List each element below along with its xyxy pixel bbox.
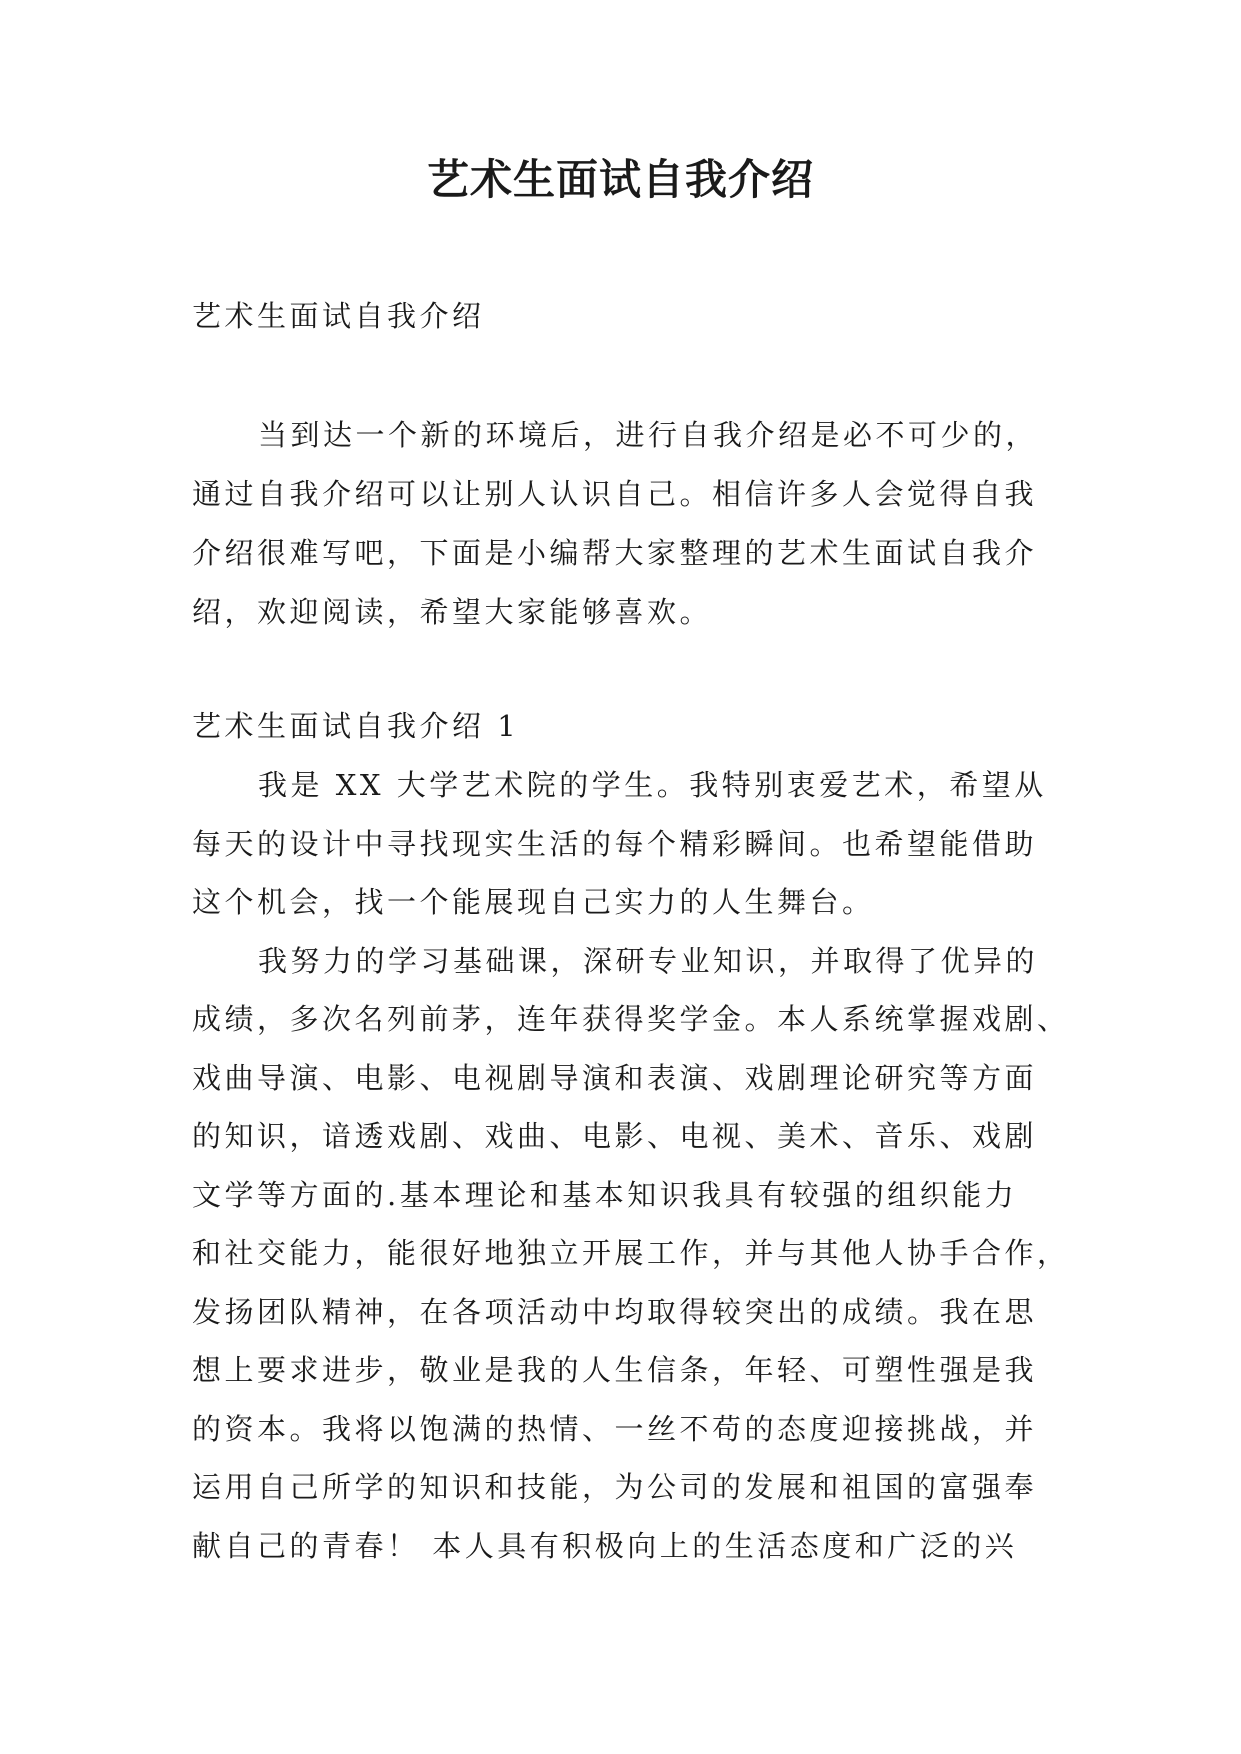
intro-line: 通过自我介绍可以让别人认识自己。相信许多人会觉得自我 bbox=[192, 477, 1038, 511]
paragraph-line: 的知识，谙透戏剧、戏曲、电影、电视、美术、音乐、戏剧 bbox=[192, 1119, 1038, 1153]
document-subtitle: 艺术生面试自我介绍 bbox=[192, 299, 485, 333]
paragraph-line: 想上要求进步，敬业是我的人生信条，年轻、可塑性强是我 bbox=[192, 1353, 1038, 1387]
paragraph-line: 和社交能力，能很好地独立开展工作，并与其他人协手合作， bbox=[192, 1236, 1070, 1270]
document-title: 艺术生面试自我介绍 bbox=[426, 155, 814, 204]
paragraph-line: 这个机会，找一个能展现自己实力的人生舞台。 bbox=[192, 885, 875, 919]
intro-line: 当到达一个新的环境后，进行自我介绍是必不可少的， bbox=[258, 418, 1039, 452]
paragraph-line: 戏曲导演、电影、电视剧导演和表演、戏剧理论研究等方面 bbox=[192, 1060, 1038, 1095]
paragraph-line: 成绩，多次名列前茅，连年获得奖学金。本人系统掌握戏剧、 bbox=[192, 1002, 1070, 1036]
section-1-body bbox=[192, 756, 1070, 1575]
paragraph-line: 我努力的学习基础课，深研专业知识，并取得了优异的 bbox=[258, 943, 1039, 978]
intro-line: 介绍很难写吧，下面是小编帮大家整理的艺术生面试自我介 bbox=[192, 536, 1038, 570]
paragraph-line: 运用自己所学的知识和技能，为公司的发展和祖国的富强奉 bbox=[192, 1470, 1038, 1504]
paragraph-line: 发扬团队精神，在各项活动中均取得较突出的成绩。我在思 bbox=[192, 1294, 1038, 1329]
intro-paragraph bbox=[192, 406, 1062, 642]
paragraph-line: 每天的设计中寻找现实生活的每个精彩瞬间。也希望能借助 bbox=[192, 826, 1038, 861]
intro-line: 绍，欢迎阅读，希望大家能够喜欢。 bbox=[192, 595, 713, 629]
paragraph-line: 献自己的青春！ 本人具有积极向上的生活态度和广泛的兴 bbox=[192, 1528, 1018, 1563]
paragraph-line: 的资本。我将以饱满的热情、一丝不苟的态度迎接挑战，并 bbox=[192, 1411, 1038, 1446]
section-1-heading: 艺术生面试自我介绍 1 bbox=[192, 709, 520, 743]
paragraph-line: 文学等方面的.基本理论和基本知识我具有较强的组织能力 bbox=[192, 1177, 1018, 1212]
paragraph-line: 我是 XX 大学艺术院的学生。我特别衷爱艺术，希望从 bbox=[258, 768, 1047, 802]
